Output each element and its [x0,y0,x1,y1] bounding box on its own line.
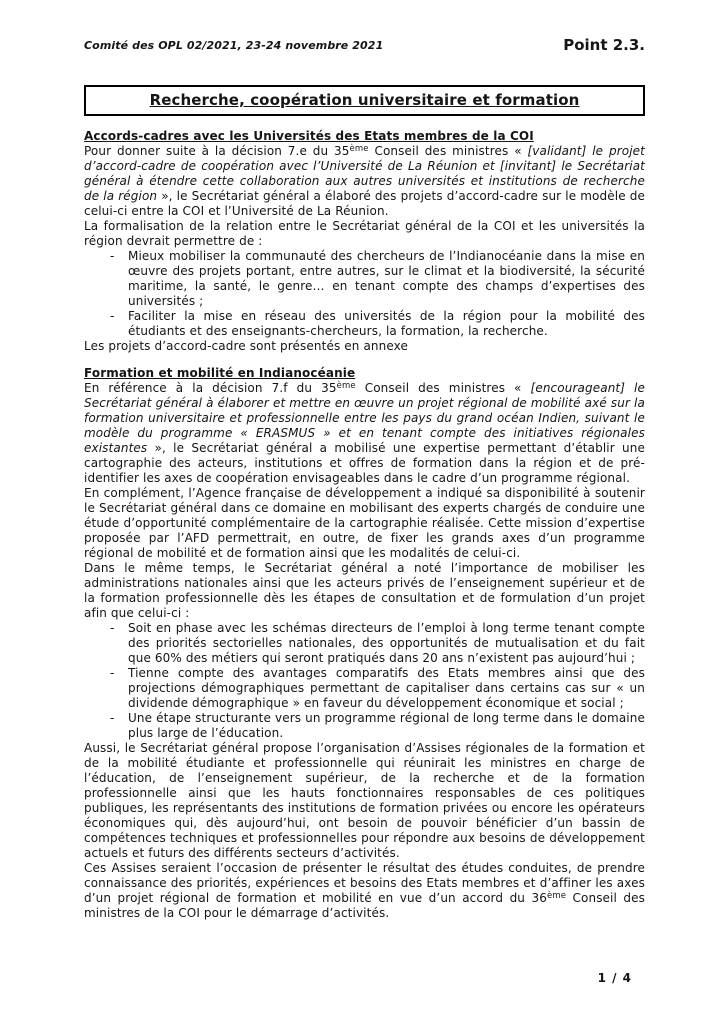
section-accords-cadres [84,129,645,354]
list-item: - Faciliter la mise en réseau des universités de la région pour la mobilité des étudiants et des enseignants-chercheurs, la formation, la recherche. [84,309,645,339]
page-number: 1 / 4 [597,971,632,985]
paragraph: En complément, l’Agence française de développement a indiqué sa disponibilité à soutenir le Secrétariat général dans ce domaine en mobilisant des experts chargés de conduire une étude d’opportunité complémentaire de la cartographie réalisée. Cette mission d’expertise proposée par l’AFD permettrait, en outre, de fixer les grands axes d’un programme régional de mobilité et de formation ainsi que les modalités de celui-ci. [84,486,645,560]
paragraph: Aussi, le Secrétariat général propose l’organisation d’Assises régionales de la formation et de la mobilité étudiante et professionnelle qui réunirait les ministres en charge de l’éducation, de l’enseignement supérieur, de la recherche et de la formation professionnelle ainsi que les hauts fonctionnaires responsables de ces politiques publiques, les représentants des institutions de formation privées ou encore les opérateurs économiques qui, dès aujourd’hui, ont besoin de pouvoir bénéficier d’un bassin de compétences techniques et professionnelles pour répondre aux besoins de développement actuels et futurs des différents secteurs d’activités. [84,741,645,860]
paragraph: Dans le même temps, le Secrétariat général a noté l’importance de mobiliser les administrations nationales ainsi que les acteurs privés de l’enseignement supérieur et de la formation professionnelle dès les étapes de consultation et de formulation d’un projet afin que celui-ci : [84,561,645,620]
section-heading: Accords-cadres avec les Universités des Etats membres de la COI [84,129,534,143]
paragraph: Ces Assises seraient l’occasion de présenter le résultat des études conduites, de prendre connaissance des priorités, expériences et besoins des Etats membres et d’affiner les axes d’un projet régional de formation et mobilité en vue d’un accord du 36ème Conseil des ministres de la COI pour le démarrage d’activités. [84,861,646,920]
section-heading: Formation et mobilité en Indianocéanie [84,366,356,380]
title-box [84,85,645,116]
paragraph: En référence à la décision 7.f du 35ème Conseil des ministres « [encourageant] le Secrétariat général à élaborer et mettre en œuvre un projet régional de mobilité axé sur la formation universitaire et professionnelle entre les pays du grand océan Indien, suivant le modèle du programme « ERASMUS » et en tenant compte des initiatives régionales existantes », le Secrétariat général a mobilisé une expertise permettant d’établir une cartographie des acteurs, institutions et offres de formation dans la région et de pré-identifier les axes de coopération envisageables dans le cadre d’un programme régional. [84,381,645,485]
section-formation-mobilite [84,366,645,921]
list-item: - Soit en phase avec les schémas directeurs de l’emploi à long terme tenant compte des priorités sectorielles nationales, des opportunités de mutualisation et du fait que 60% des métiers qui seront pratiqués dans 20 ans n’existent pas aujourd’hui ; [84,621,645,666]
list-item: - Une étape structurante vers un programme régional de long terme dans le domaine plus large de l’éducation. [84,711,645,741]
list-item: - Mieux mobiliser la communauté des chercheurs de l’Indianocéanie dans la mise en œuvre des projets portant, entre autres, sur le climat et la biodiversité, la sécurité maritime, la santé, le genre… en tenant compte des champs d’expertises des universités ; [84,249,645,309]
page-content [84,36,645,921]
list-item: - Tienne compte des avantages comparatifs des Etats membres ainsi que des projections démographiques permettant de capitaliser dans certains cas sur « un dividende démographique » en faveur du développement économique et social ; [84,666,645,711]
agenda-point-label: Point 2.3. [563,36,645,54]
committee-reference: Comité des OPL 02/2021, 23-24 novembre 2021 [84,39,384,52]
page-footer [598,971,632,985]
page-title: Recherche, coopération universitaire et formation [149,91,580,109]
page-header [84,36,645,54]
paragraph: Les projets d’accord-cadre sont présentés en annexe [84,339,409,353]
bullet-list [84,621,645,741]
paragraph: Pour donner suite à la décision 7.e du 35ème Conseil des ministres « [validant] le projet d’accord-cadre de coopération avec l’Université de La Réunion et [invitant] le Secrétariat général à étendre cette collaboration aux autres universités et institutions de recherche de la région », le Secrétariat général a élaboré des projets d’accord-cadre sur le modèle de celui-ci entre la COI et l’Université de La Réunion. [84,144,645,218]
paragraph: La formalisation de la relation entre le Secrétariat général de la COI et les universités la région devrait permettre de : [84,219,645,248]
bullet-list [84,249,645,339]
